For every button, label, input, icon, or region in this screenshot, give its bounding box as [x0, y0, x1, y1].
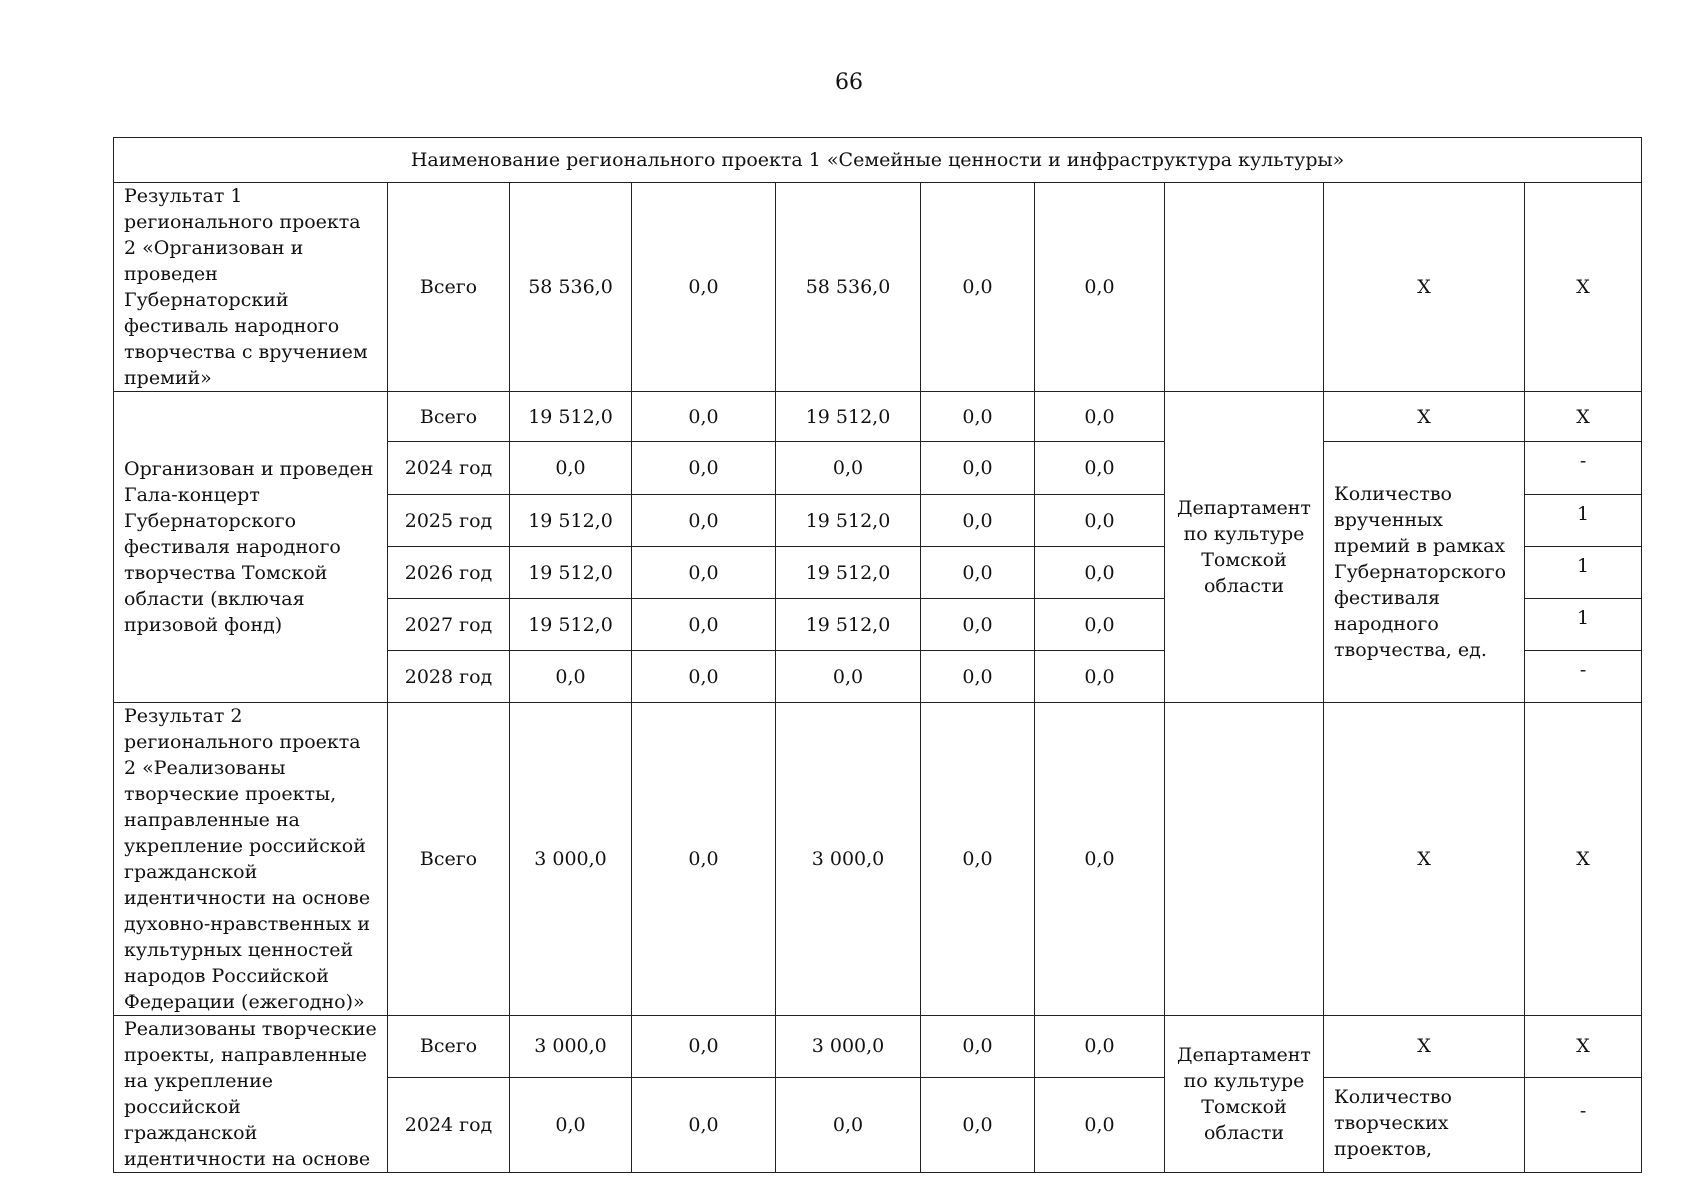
result1-total: 58 536,0	[510, 183, 632, 392]
event1-period: 2024 год	[388, 442, 510, 495]
result2-responsible	[1165, 703, 1324, 1016]
event1-total: 0,0	[510, 442, 632, 495]
event1-other: 0,0	[1035, 599, 1165, 651]
event1-target: 1	[1525, 547, 1642, 599]
event1-indicator-total: X	[1324, 392, 1525, 442]
result2-period: Всего	[388, 703, 510, 1016]
event1-target: -	[1525, 651, 1642, 703]
event1-target-total: X	[1525, 392, 1642, 442]
event1-regional: 19 512,0	[776, 547, 921, 599]
project-title-row	[114, 138, 1642, 183]
result1-federal: 0,0	[632, 183, 776, 392]
event2-regional: 3 000,0	[776, 1016, 921, 1078]
table-row	[114, 183, 1642, 392]
event2-responsible: Департамент по культуре Томской области	[1165, 1016, 1324, 1173]
event1-federal: 0,0	[632, 651, 776, 703]
project-title: Наименование регионального проекта 1 «Семейные ценности и инфраструктура культуры»	[114, 138, 1642, 183]
event2-indicator: Количество творческих проектов,	[1324, 1077, 1525, 1172]
result1-other: 0,0	[1035, 183, 1165, 392]
event2-federal: 0,0	[632, 1016, 776, 1078]
event1-federal: 0,0	[632, 547, 776, 599]
result1-name: Результат 1 регионального проекта 2 «Организован и проведен Губернаторский фестиваль народного творчества с вручением премий»	[114, 183, 388, 392]
result1-period: Всего	[388, 183, 510, 392]
result1-indicator: X	[1324, 183, 1525, 392]
event1-local: 0,0	[921, 547, 1035, 599]
result1-local: 0,0	[921, 183, 1035, 392]
event1-federal: 0,0	[632, 599, 776, 651]
event1-other: 0,0	[1035, 442, 1165, 495]
event1-period: 2027 год	[388, 599, 510, 651]
result1-target: X	[1525, 183, 1642, 392]
event1-total: 19 512,0	[510, 495, 632, 547]
event2-regional: 0,0	[776, 1077, 921, 1172]
event2-local: 0,0	[921, 1077, 1035, 1172]
event2-target-total: X	[1525, 1016, 1642, 1078]
event1-regional: 19 512,0	[776, 392, 921, 442]
event1-period: 2026 год	[388, 547, 510, 599]
event1-period: Всего	[388, 392, 510, 442]
event1-regional: 0,0	[776, 651, 921, 703]
event1-local: 0,0	[921, 392, 1035, 442]
result2-name: Результат 2 регионального проекта 2 «Реализованы творческие проекты, направленные на укрепление российской гражданской идентичности на основе духовно-нравственных и культурных ценностей народов Российской Федерации (ежегодно)»	[114, 703, 388, 1016]
event1-indicator: Количество врученных премий в рамках Губернаторского фестиваля народного творчества, ед.	[1324, 442, 1525, 703]
event1-total: 19 512,0	[510, 547, 632, 599]
result2-target: X	[1525, 703, 1642, 1016]
event1-target: 1	[1525, 495, 1642, 547]
event2-indicator-total: X	[1324, 1016, 1525, 1078]
result2-federal: 0,0	[632, 703, 776, 1016]
event1-total: 19 512,0	[510, 599, 632, 651]
event1-federal: 0,0	[632, 392, 776, 442]
event2-other: 0,0	[1035, 1016, 1165, 1078]
event1-target: 1	[1525, 599, 1642, 651]
table-row	[114, 392, 1642, 442]
result2-total: 3 000,0	[510, 703, 632, 1016]
event1-target: -	[1525, 442, 1642, 495]
event1-federal: 0,0	[632, 442, 776, 495]
event1-period: 2025 год	[388, 495, 510, 547]
result2-other: 0,0	[1035, 703, 1165, 1016]
result2-indicator: X	[1324, 703, 1525, 1016]
budget-table	[113, 137, 1642, 1173]
event1-total: 0,0	[510, 651, 632, 703]
event1-name: Организован и проведен Гала-концерт Губернаторского фестиваля народного творчества Томской области (включая призовой фонд)	[114, 392, 388, 703]
result2-local: 0,0	[921, 703, 1035, 1016]
event1-local: 0,0	[921, 651, 1035, 703]
event2-other: 0,0	[1035, 1077, 1165, 1172]
event1-regional: 19 512,0	[776, 495, 921, 547]
event1-local: 0,0	[921, 442, 1035, 495]
result2-regional: 3 000,0	[776, 703, 921, 1016]
event2-total: 0,0	[510, 1077, 632, 1172]
event2-period: 2024 год	[388, 1077, 510, 1172]
event1-period: 2028 год	[388, 651, 510, 703]
page-number: 66	[835, 70, 863, 95]
event1-other: 0,0	[1035, 495, 1165, 547]
event1-regional: 0,0	[776, 442, 921, 495]
event2-federal: 0,0	[632, 1077, 776, 1172]
event1-local: 0,0	[921, 599, 1035, 651]
event1-other: 0,0	[1035, 392, 1165, 442]
event1-federal: 0,0	[632, 495, 776, 547]
event2-local: 0,0	[921, 1016, 1035, 1078]
event1-regional: 19 512,0	[776, 599, 921, 651]
event1-other: 0,0	[1035, 547, 1165, 599]
result1-responsible	[1165, 183, 1324, 392]
event2-period: Всего	[388, 1016, 510, 1078]
event1-other: 0,0	[1035, 651, 1165, 703]
event2-total: 3 000,0	[510, 1016, 632, 1078]
table-row	[114, 1016, 1642, 1078]
table-row	[114, 703, 1642, 1016]
result1-regional: 58 536,0	[776, 183, 921, 392]
event1-local: 0,0	[921, 495, 1035, 547]
event1-total: 19 512,0	[510, 392, 632, 442]
event2-name: Реализованы творческие проекты, направленные на укрепление российской гражданской идентичности на основе	[114, 1016, 388, 1173]
event2-target: -	[1525, 1077, 1642, 1172]
event1-responsible: Департамент по культуре Томской области	[1165, 392, 1324, 703]
